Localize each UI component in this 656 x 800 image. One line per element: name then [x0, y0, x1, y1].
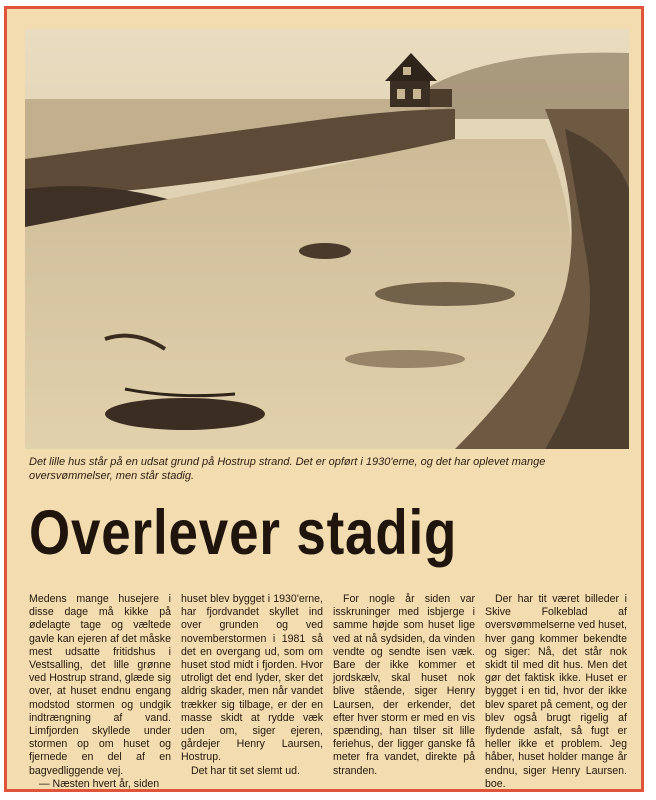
article-photo: [25, 29, 629, 449]
paragraph: huset blev bygget i 1930'erne, har fjordvandet skyllet ind over grunden og ved novemberstormen i 1981 så det en overgang ud, som om huset stod midt i fjorden. Hvor utroligt det end lyder, sker det aldrig skader, men når vandet trækker sig tilbage, er der en masse skidt at rydde væk uden om, siger ejeren, gårdejer Henry Laursen, Hostrup.: [181, 593, 323, 764]
column-4: [485, 593, 627, 791]
paragraph: Der har tit været billeder i Skive Folkeblad af oversvømmelserne ved huset, hver gang kommer bekendte og siger: Nå, det står nok skidt til med dit hus. Men det gør det faktisk ikke. Huset er bygget i en tid, hvor der ikke blev sparet på cement, og der blev også brugt rigelig af flydende asfalt, så fugt er heller ikke et problem. Jeg håber, huset holder mange år endnu, siger Henry Laursen. boe.: [485, 593, 627, 790]
column-1: [29, 593, 171, 791]
paragraph: Det har tit set slemt ud.: [191, 764, 300, 777]
paragraph: — Næsten hvert år, siden: [39, 777, 160, 790]
newspaper-clipping: [4, 6, 644, 792]
flooded-shore-photo: [25, 29, 629, 449]
photo-caption: Det lille hus står på en udsat grund på Hostrup strand. Det er opført i 1930'erne, og det har oplevet mange oversvømmelser, men står stadig.: [29, 456, 546, 482]
column-2: [181, 593, 323, 791]
article-body: [29, 593, 627, 791]
paragraph: Medens mange husejere i disse dage må kikke på ødelagte tage og væltede gavle kan ejeren af det måske mest udsatte fritidshus i Vestsalling, det lille grønne ved Hostrup strand, glæde sig over, at huset endnu engang modstod stormen og undgik indtrængning af vand. Limfjorden skyllede under stormen op om huset og fjernede en del af en bagvedliggende vej.: [29, 593, 171, 777]
column-3: [333, 593, 475, 791]
headline: Overlever stadig: [29, 498, 458, 568]
paragraph: For nogle år siden var isskruninger med isbjerge i samme højde som huset lige ved at nå sydsiden, da vinden vendte og sendte isen væk. Bare der ikke kommer et jordskælv, skal huset nok blive stående, siger Henry Laursen, der erkender, det efter hver storm er med en vis spænding, han tilser sit lille feriehus, der ligger ganske få meter fra vandet, direkte på stranden.: [333, 593, 475, 777]
